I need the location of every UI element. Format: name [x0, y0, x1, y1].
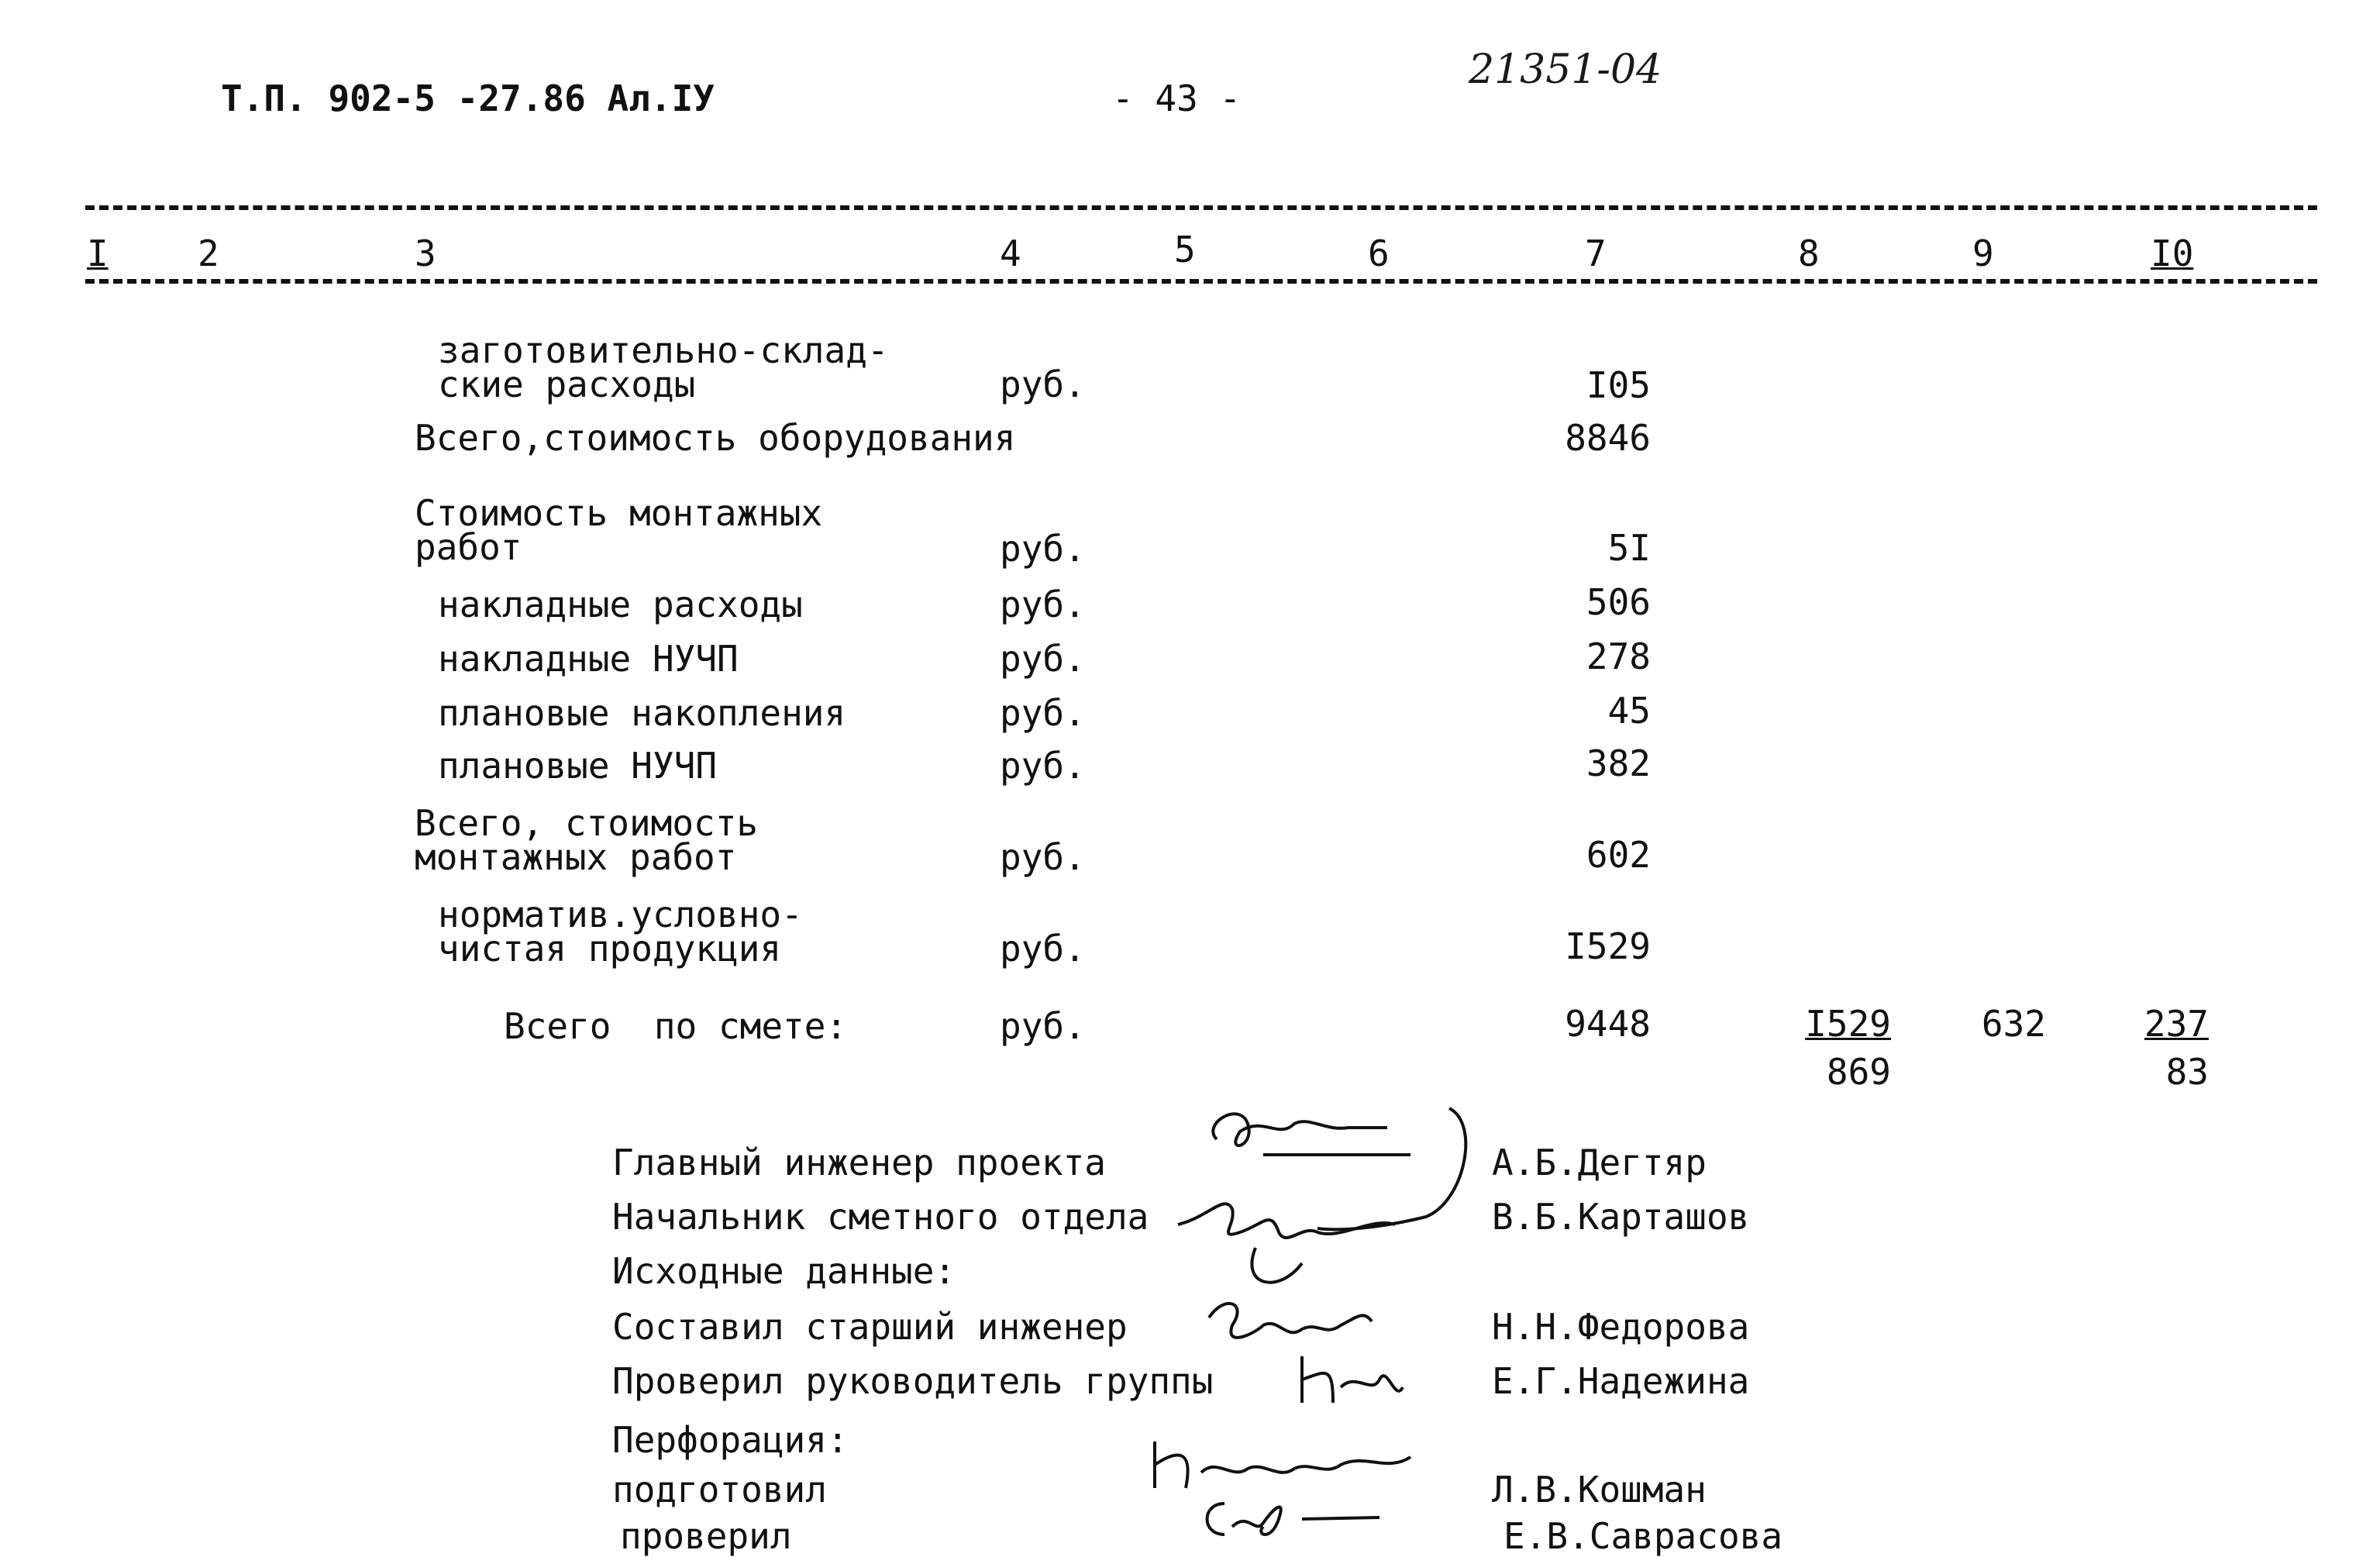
row-value-col7: 5I [1607, 527, 1651, 569]
row-unit: руб. [1000, 363, 1086, 405]
signature-name: Л.В.Кошман [1492, 1469, 1707, 1510]
row-unit: руб. [1000, 928, 1086, 970]
row-label: норматив.условно- чистая продукция [438, 894, 803, 970]
total-value-col8-top: I529 [1805, 1003, 1891, 1045]
row-value-col7: 506 [1586, 581, 1651, 623]
handwritten-signature-kartashov [1162, 1163, 1457, 1302]
signature-role: Главный инженер проекта [612, 1142, 1106, 1183]
document-code: Т.П. 902-5 -27.86 Ал.IУ [221, 78, 715, 119]
total-value-col9: 632 [1981, 1003, 2046, 1045]
column-number-6: 6 [1368, 233, 1390, 274]
column-number-9: 9 [1972, 233, 1994, 274]
handwritten-signature-nadezhina [1286, 1341, 1410, 1418]
total-unit: руб. [1000, 1005, 1086, 1047]
handwritten-signature-savrasova [1186, 1488, 1434, 1550]
signature-role: Начальник сметного отдела [612, 1196, 1149, 1238]
row-unit: руб. [1000, 745, 1086, 787]
row-unit: руб. [1000, 528, 1086, 570]
row-label: плановые НУЧП [438, 745, 718, 787]
signature-role: Перфорация: [612, 1419, 849, 1461]
column-number-5: 5 [1174, 229, 1196, 270]
total-value-col7: 9448 [1565, 1003, 1651, 1045]
row-label: Всего, стоимость монтажных работ [415, 802, 759, 878]
column-number-4: 4 [1000, 233, 1021, 274]
row-label: накладные НУЧП [438, 638, 739, 680]
signature-name: А.Б.Дегтяр [1492, 1142, 1707, 1183]
row-value-col7: 602 [1586, 834, 1651, 876]
handwritten-archive-number: 21351-04 [1469, 47, 1662, 93]
top-dashed-rule [85, 205, 2317, 210]
page-number: - 43 - [1112, 78, 1242, 119]
total-value-col8-bottom: 869 [1826, 1051, 1891, 1093]
signature-role: проверил [620, 1515, 792, 1557]
column-number-3: 3 [415, 233, 436, 274]
row-value-col7: 8846 [1565, 417, 1651, 459]
total-value-col10-bottom: 83 [2165, 1051, 2209, 1093]
signature-role: Составил старший инженер [612, 1306, 1128, 1348]
row-label: плановые накопления [438, 692, 846, 734]
row-label: Стоимость монтажных работ [415, 492, 823, 568]
row-unit: руб. [1000, 692, 1086, 734]
row-unit: руб. [1000, 638, 1086, 680]
column-number-10: I0 [2151, 233, 2194, 274]
row-value-col7: 278 [1586, 636, 1651, 677]
signature-role: Проверил руководитель группы [612, 1360, 1214, 1402]
row-label: накладные расходы [438, 584, 803, 625]
row-unit: руб. [1000, 836, 1086, 878]
row-unit: руб. [1000, 584, 1086, 625]
row-value-col7: I529 [1565, 925, 1651, 967]
column-number-1: I [87, 233, 108, 274]
signature-name: Е.В.Саврасова [1503, 1515, 1783, 1557]
column-number-8: 8 [1798, 233, 1820, 274]
signature-role: Исходные данные: [612, 1250, 956, 1292]
column-number-7: 7 [1585, 233, 1607, 274]
signature-name: Н.Н.Федорова [1492, 1306, 1750, 1348]
signature-role: подготовил [612, 1469, 827, 1510]
column-number-2: 2 [198, 233, 219, 274]
signature-name: В.Б.Карташов [1492, 1196, 1750, 1238]
row-label: заготовительно-склад- ские расходы [438, 329, 889, 405]
row-value-col7: 45 [1607, 690, 1651, 732]
total-value-col10-top: 237 [2144, 1003, 2209, 1045]
row-label: Всего,стоимость оборудования [415, 417, 1016, 459]
signature-name: Е.Г.Надежина [1492, 1360, 1750, 1402]
row-value-col7: I05 [1586, 364, 1651, 406]
row-value-col7: 382 [1586, 742, 1651, 784]
bottom-dashed-rule [85, 279, 2317, 284]
total-label: Всего по смете: [504, 1005, 848, 1047]
